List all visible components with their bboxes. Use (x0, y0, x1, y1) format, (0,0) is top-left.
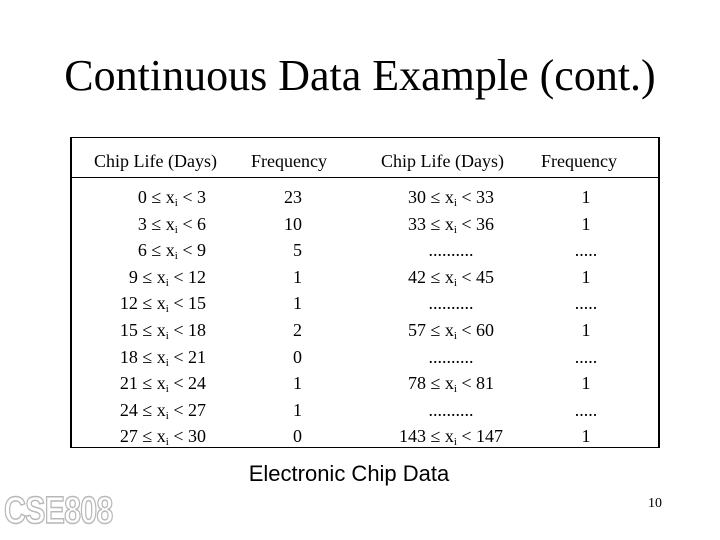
frequency-cell: ..... (574, 240, 598, 261)
interval-cell: $24 \le x_i < 27$ (119, 399, 206, 422)
header-chip-life-right: Chip Life (Days) (381, 151, 504, 171)
frequency-cell: ..... (574, 293, 598, 314)
interval-cell: $42 \le x_i < 45$ (407, 266, 495, 289)
frequency-cell: 1 (293, 373, 302, 394)
header-divider (70, 177, 660, 178)
interval-cell: $33 \le x_i < 36$ (407, 213, 495, 236)
subscript-i: i (453, 383, 457, 396)
subscript-i: i (165, 436, 169, 449)
subscript-i: i (174, 250, 178, 263)
subscript-i: i (165, 356, 169, 369)
subscript-i: i (174, 197, 178, 209)
subscript-i: i (165, 276, 169, 289)
left-frequency-column (260, 184, 302, 450)
frequency-cell: 1 (581, 266, 591, 287)
frequency-cell: 1 (581, 187, 591, 207)
interval-cell: $15 \le x_i < 18$ (119, 319, 206, 342)
interval-cell: $9 \le x_i < 12$ (128, 266, 206, 289)
header-frequency-right: Frequency (541, 151, 617, 171)
right-range-column (376, 184, 526, 450)
header-frequency-left: Frequency (251, 151, 327, 171)
frequency-cell: 0 (293, 426, 302, 447)
interval-cell: $143 \le x_i < 147$ (398, 426, 504, 449)
left-range-column (96, 184, 206, 450)
ellipsis-cell: .......... (428, 293, 474, 314)
subscript-i: i (453, 329, 457, 342)
frequency-cell: 1 (293, 399, 302, 420)
interval-cell: $57 \le x_i < 60$ (407, 319, 495, 342)
subscript-i: i (165, 383, 169, 396)
subscript-i: i (453, 436, 457, 449)
interval-cell: $21 \le x_i < 24$ (119, 373, 206, 396)
frequency-cell: ..... (574, 399, 598, 420)
table-caption: Electronic Chip Data (248, 461, 450, 486)
interval-cell: $78 \le x_i < 81$ (407, 373, 495, 396)
subscript-i: i (453, 276, 457, 289)
slide-title: Continuous Data Example (cont.) (64, 51, 656, 100)
page-number: 10 (648, 496, 662, 511)
ellipsis-cell: .......... (428, 346, 474, 367)
frequency-cell: 2 (293, 319, 302, 340)
subscript-i: i (165, 329, 169, 342)
frequency-cell: 1 (581, 373, 591, 394)
subscript-i: i (453, 197, 457, 209)
course-logo: CSE808 (4, 490, 113, 532)
subscript-i: i (165, 409, 169, 422)
header-chip-life-left: Chip Life (Days) (94, 151, 217, 171)
frequency-cell: ..... (574, 346, 598, 367)
interval-cell: $12 \le x_i < 15$ (119, 293, 206, 316)
interval-cell: $27 \le x_i < 30$ (119, 426, 206, 449)
interval-cell: $6 \le x_i < 9$ (137, 240, 206, 263)
frequency-cell: 1 (581, 426, 591, 447)
ellipsis-cell: .......... (428, 399, 474, 420)
frequency-cell: 1 (293, 266, 302, 287)
frequency-cell: 1 (581, 319, 591, 340)
frequency-cell: 10 (284, 213, 302, 234)
interval-cell: $30 \le x_i < 33$ (407, 187, 495, 209)
frequency-cell: 0 (293, 346, 302, 367)
frequency-cell: 5 (293, 240, 302, 261)
frequency-cell: 23 (284, 187, 302, 207)
subscript-i: i (165, 303, 169, 316)
right-frequency-column (556, 184, 616, 450)
interval-cell: $18 \le x_i < 21$ (119, 346, 206, 369)
subscript-i: i (174, 223, 178, 236)
interval-cell: $3 \le x_i < 6$ (137, 213, 206, 236)
frequency-cell: 1 (293, 293, 302, 314)
subscript-i: i (453, 223, 457, 236)
frequency-cell: 1 (581, 213, 591, 234)
interval-cell: $0 \le x_i < 3$ (137, 187, 206, 209)
ellipsis-cell: .......... (428, 240, 474, 261)
